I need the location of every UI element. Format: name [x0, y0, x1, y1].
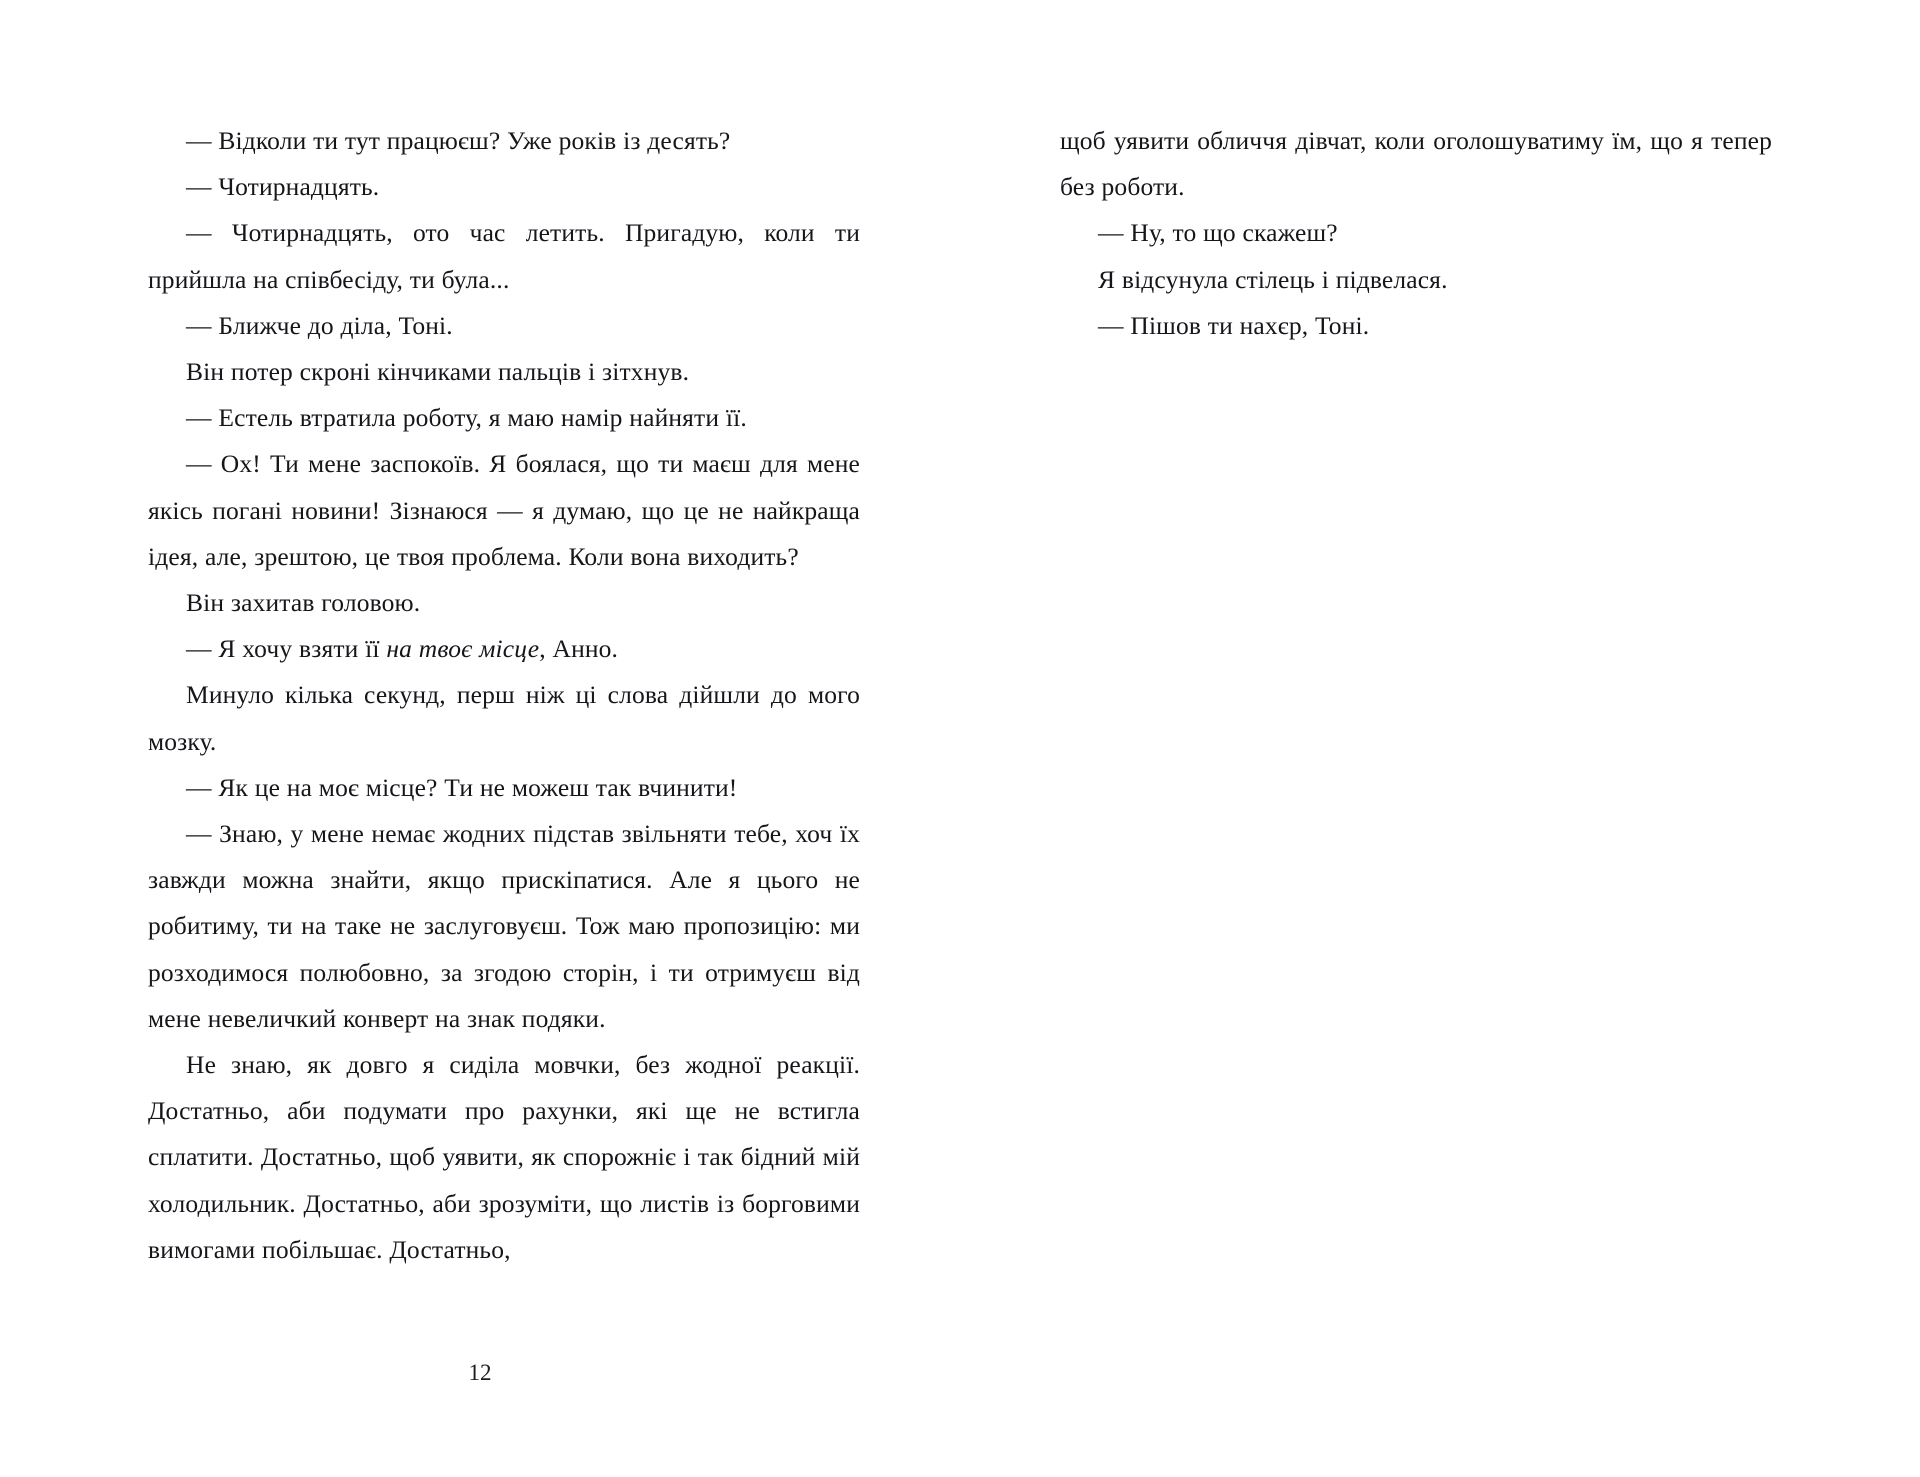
paragraph: — Пішов ти нахєр, Тоні. [1098, 310, 1370, 340]
paragraph: — Чотирнадцять. [186, 172, 380, 202]
paragraph: — Чотирнадцять, ото час летить. Пригадую, коли ти прийшла на співбесіду, ти була... [148, 218, 860, 294]
gutter [958, 0, 962, 1477]
paragraph: — Відколи ти тут працюєш? Уже років із десять? [186, 126, 731, 155]
right-page-textblock [1060, 118, 1772, 349]
paragraph: — Ну, то що скажеш? [1098, 218, 1338, 248]
paragraph: — Естель втратила роботу, я маю намір найняти її. [186, 403, 747, 433]
paragraph: — Знаю, у мене немає жодних підстав звільняти тебе, хоч їх завжди можна знайти, якщо прискіпатися. Але я цього не робитиму, ти на таке не заслуговуєш. Тож маю пропозицію: ми розходимося полюбовно, за згодою сторін, і ти отримуєш від мене невеличкий конверт на знак подяки. [148, 819, 860, 1033]
paragraph-with-italic [148, 626, 860, 672]
left-page-textblock [148, 118, 860, 1273]
paragraph: — Ближче до діла, Тоні. [186, 310, 453, 340]
paragraph-text-lead: — Я хочу взяти її [186, 634, 387, 664]
paragraph: Минуло кілька секунд, перш ніж ці слова дійшли до мого мозку. [148, 680, 860, 756]
paragraph: щоб уявити обличчя дівчат, коли оголошуватиму їм, що я тепер без роботи. [1060, 126, 1772, 202]
paragraph-text-tail: , Анно. [539, 634, 619, 664]
italic-emphasis: на твоє місце [386, 634, 540, 664]
paragraph: Він захитав головою. [186, 588, 421, 618]
paragraph: — Ох! Ти мене заспокоїв. Я боялася, що ти маєш для мене якісь погані новини! Зізнаюся — я думаю, що це не найкраща ідея, але, зрештою, це твоя проблема. Коли вона виходить? [148, 449, 860, 571]
paragraph: Не знаю, як довго я сиділа мовчки, без жодної реакції. Достатньо, аби подумати про рахунки, які ще не встигла сплатити. Достатньо, щоб уявити, як спорожніє і так бідний мій холодильник. Достатньо, аби зрозуміти, що листів із борговими вимогами побільшає. Достатньо, [148, 1050, 860, 1264]
paragraph: Я відсунула стілець і підвелася. [1098, 264, 1448, 294]
paragraph: Він потер скроні кінчиками пальців і зітхнув. [186, 357, 690, 387]
paragraph: — Як це на моє місце? Ти не можеш так вчинити! [186, 772, 738, 802]
page-number-left: 12 [468, 1360, 492, 1385]
right-page [960, 0, 1920, 1477]
